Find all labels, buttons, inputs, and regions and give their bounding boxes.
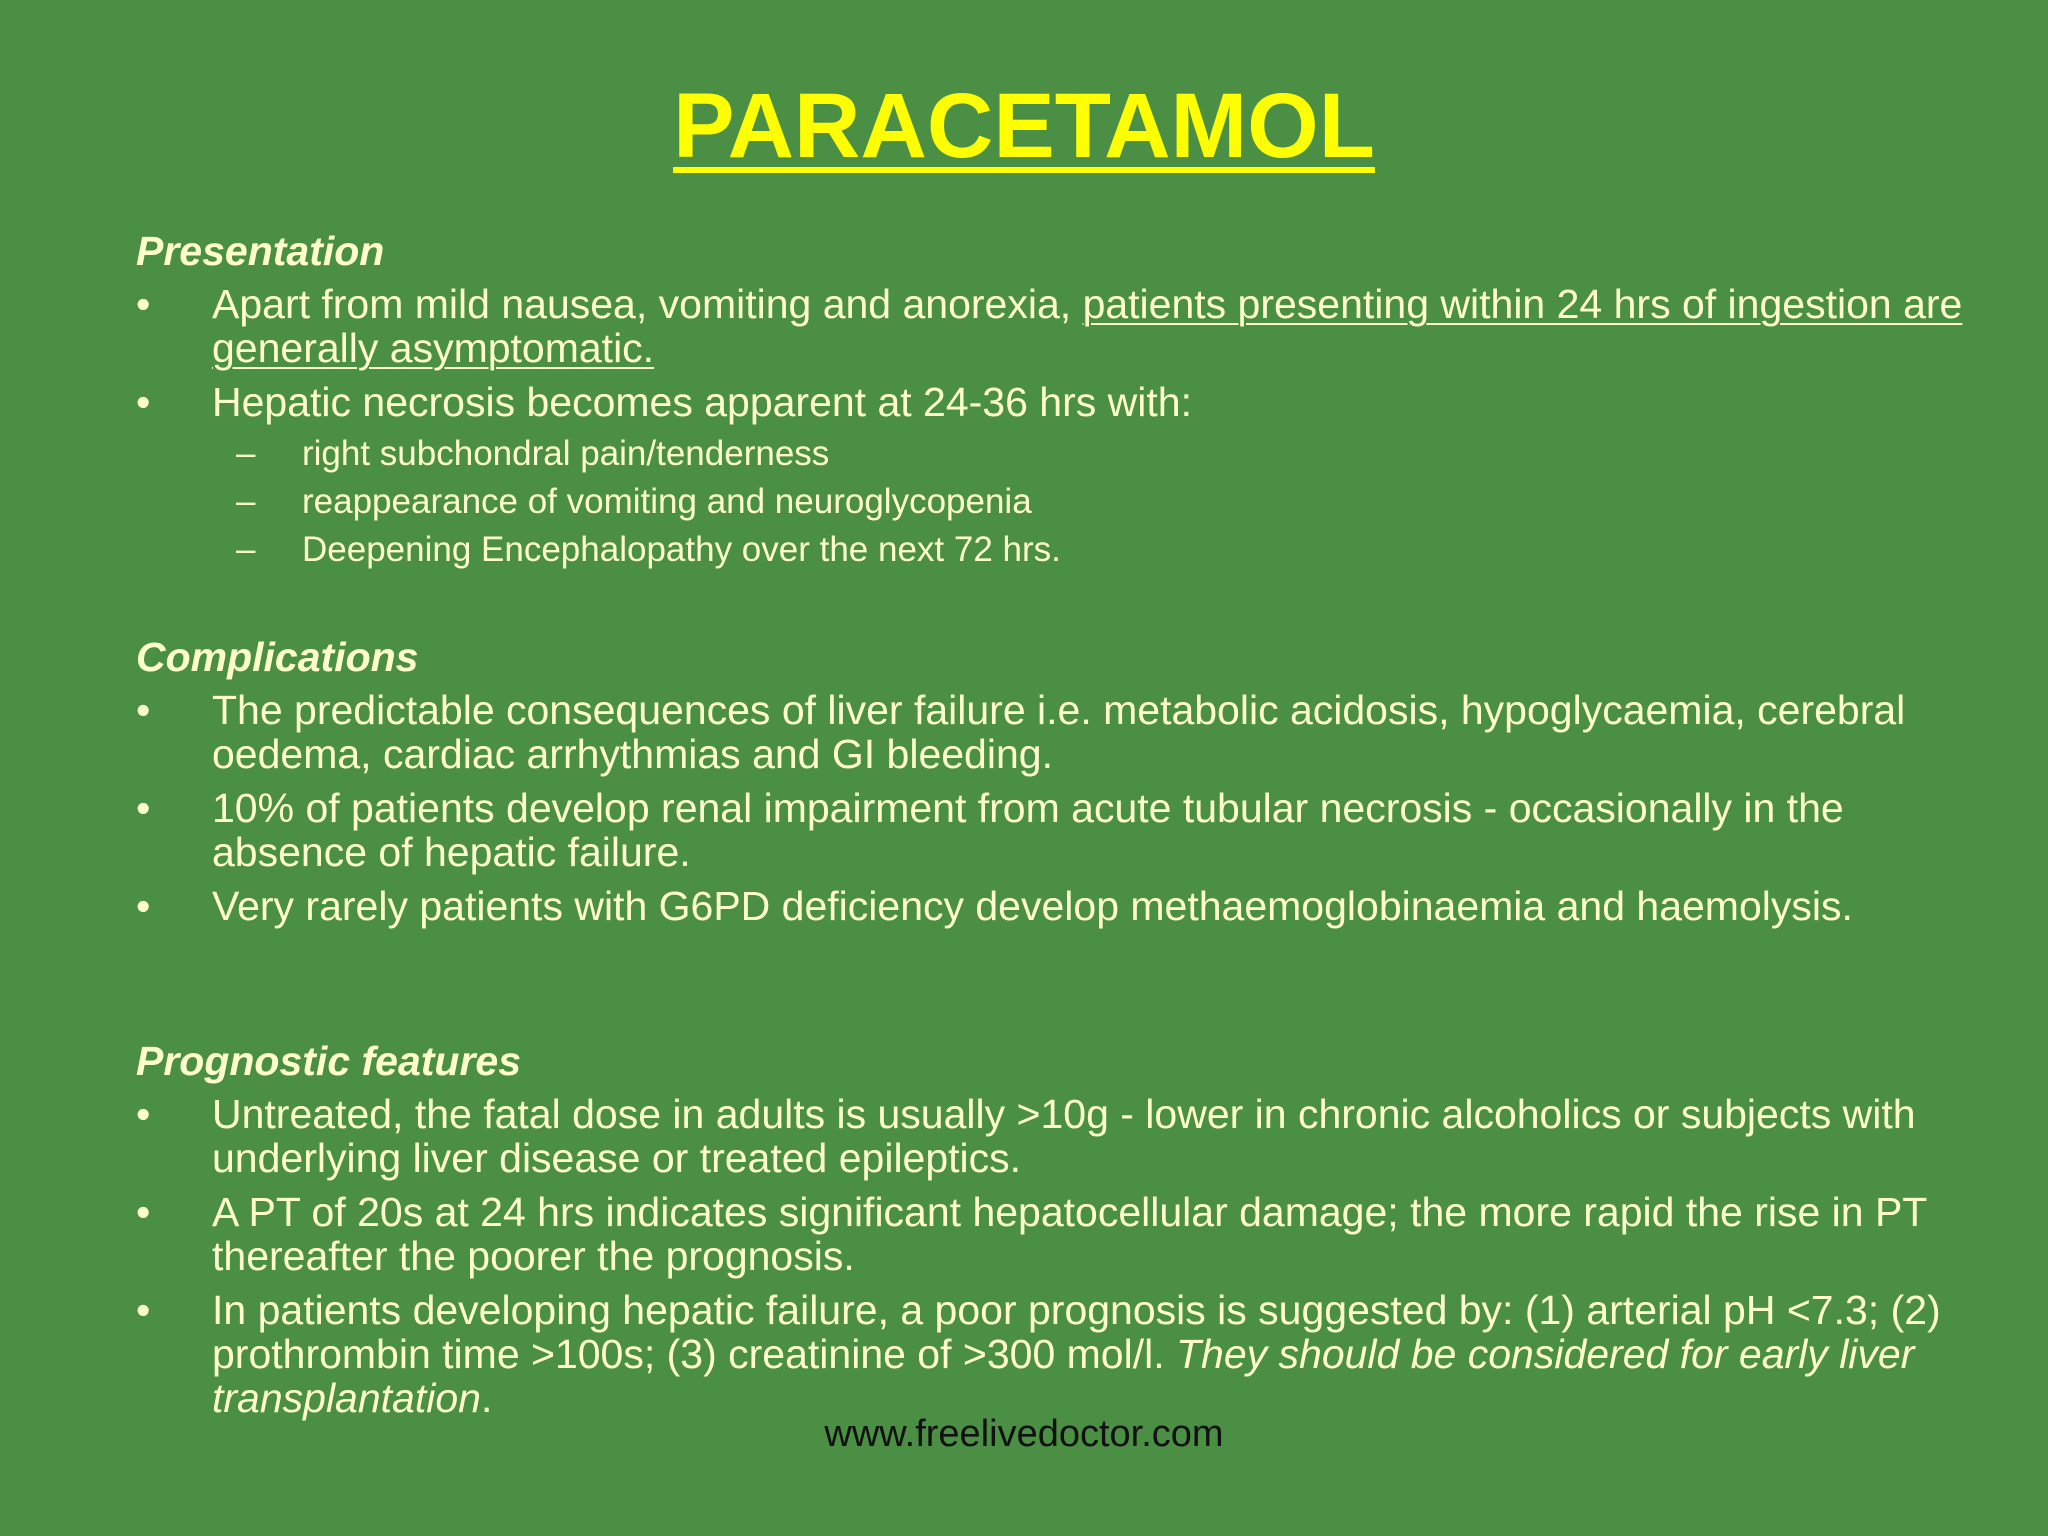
sub-bullet-item bbox=[136, 434, 1996, 474]
bullet-item bbox=[136, 1190, 1996, 1278]
section-prognostic-features bbox=[136, 1036, 1996, 1430]
sub-bullet-item bbox=[136, 482, 1996, 522]
dash-icon: – bbox=[236, 434, 256, 473]
dash-icon: – bbox=[236, 530, 256, 569]
bullet-text: In patients developing hepatic failure, a poor prognosis is suggested by: (1) arterial pH <7.3; (2) prothrombin time >100s; (3) creatinine of >300 mol/l. bbox=[212, 1287, 1941, 1377]
bullet-text: Untreated, the fatal dose in adults is usually >10g - lower in chronic alcoholics or subjects with underlying liver disease or treated epileptics. bbox=[212, 1091, 1916, 1181]
slide-title: PARACETAMOL bbox=[673, 75, 1375, 177]
sub-bullet-text: right subchondral pain/tenderness bbox=[302, 434, 830, 473]
sub-bullet-text: Deepening Encephalopathy over the next 72 hrs. bbox=[302, 530, 1061, 569]
bullet-icon: • bbox=[136, 687, 151, 733]
bullet-item bbox=[136, 786, 1996, 874]
bullet-text-underlined: patients presenting within 24 hrs of ingestion are generally asymptomatic. bbox=[212, 281, 1963, 371]
bullet-item bbox=[136, 282, 1996, 370]
bullet-item bbox=[136, 688, 1996, 776]
sub-bullet-text: reappearance of vomiting and neuroglycopenia bbox=[302, 482, 1032, 521]
bullet-icon: • bbox=[136, 379, 151, 425]
bullet-item bbox=[136, 1288, 1996, 1420]
bullet-icon: • bbox=[136, 1287, 151, 1333]
bullet-item bbox=[136, 884, 1996, 928]
sub-bullet-item bbox=[136, 530, 1996, 570]
footer-url[interactable]: www.freelivedoctor.com bbox=[824, 1413, 1224, 1455]
section-heading: Presentation bbox=[136, 228, 385, 274]
bullet-icon: • bbox=[136, 1189, 151, 1235]
bullet-icon: • bbox=[136, 281, 151, 327]
bullet-icon: • bbox=[136, 883, 151, 929]
bullet-text: The predictable consequences of liver failure i.e. metabolic acidosis, hypoglycaemia, cerebral oedema, cardiac arrhythmias and GI bleeding. bbox=[212, 687, 1906, 777]
bullet-icon: • bbox=[136, 1091, 151, 1137]
dash-icon: – bbox=[236, 482, 256, 521]
bullet-text: 10% of patients develop renal impairment from acute tubular necrosis - occasionally in the absence of hepatic failure. bbox=[212, 785, 1844, 875]
section-presentation bbox=[136, 226, 1996, 578]
bullet-icon: • bbox=[136, 785, 151, 831]
bullet-text: Hepatic necrosis becomes apparent at 24-36 hrs with: bbox=[212, 379, 1192, 425]
bullet-item bbox=[136, 380, 1996, 424]
bullet-text: . bbox=[480, 1375, 493, 1421]
section-complications bbox=[136, 632, 1996, 938]
bullet-text: Apart from mild nausea, vomiting and anorexia, bbox=[212, 281, 1083, 327]
bullet-text: A PT of 20s at 24 hrs indicates significant hepatocellular damage; the more rapid the rise in PT thereafter the poorer the prognosis. bbox=[212, 1189, 1927, 1279]
section-heading: Complications bbox=[136, 634, 419, 680]
bullet-text-italic: They should be considered for early liver transplantation bbox=[212, 1331, 1915, 1421]
bullet-text: Very rarely patients with G6PD deficiency develop methaemoglobinaemia and haemolysis. bbox=[212, 883, 1853, 929]
section-heading: Prognostic features bbox=[136, 1038, 522, 1084]
bullet-item bbox=[136, 1092, 1996, 1180]
